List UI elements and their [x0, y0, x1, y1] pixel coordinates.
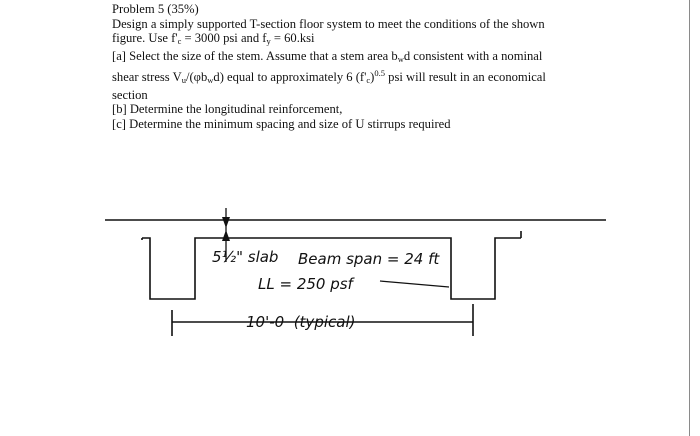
span-label-leader — [380, 281, 449, 287]
text-run: d) equal to approximately 6 (f' — [213, 70, 367, 84]
superscript: 0.5 — [374, 68, 385, 78]
text-run: psi will result in an economical — [385, 70, 546, 84]
subscript: u — [181, 75, 186, 85]
subscript: c — [366, 75, 371, 85]
part-a-line: section — [112, 87, 148, 102]
text-run: [a] Select the size of the stem. Assume that a stem area b — [112, 48, 398, 63]
subscript: w — [207, 75, 214, 85]
problem-heading: Problem 5 (35%) — [112, 2, 199, 16]
text-run: = 60.ksi — [270, 31, 315, 45]
subscript: y — [266, 36, 271, 46]
slab-thickness-label: 5½" slab — [212, 248, 279, 266]
problem-intro-line: Design a simply supported T-section floor system to meet the conditions of the shown — [112, 16, 545, 31]
live-load-label: LL = 250 psf — [258, 275, 353, 293]
subscript: c — [177, 36, 182, 46]
spacing-label: 10'-0 (typical) — [246, 313, 356, 331]
subscript: w — [397, 53, 404, 64]
slab-arrow-top-head — [222, 217, 230, 228]
text-run: d consistent with a nominal — [403, 48, 543, 63]
text-run: figure. Use f' — [112, 31, 178, 45]
part-c-line: [c] Determine the minimum spacing and size of U stirrups required — [112, 116, 451, 131]
beam-span-label: Beam span = 24 ft — [298, 250, 440, 268]
text-run: /(φb — [185, 70, 208, 84]
text-run: = 3000 psi and f — [181, 31, 267, 45]
part-b-line: [b] Determine the longitudinal reinforcement, — [112, 102, 343, 116]
text-run: shear stress V — [112, 70, 182, 84]
slab-arrow-bottom-head — [222, 230, 230, 241]
text-run: ) — [370, 70, 375, 84]
